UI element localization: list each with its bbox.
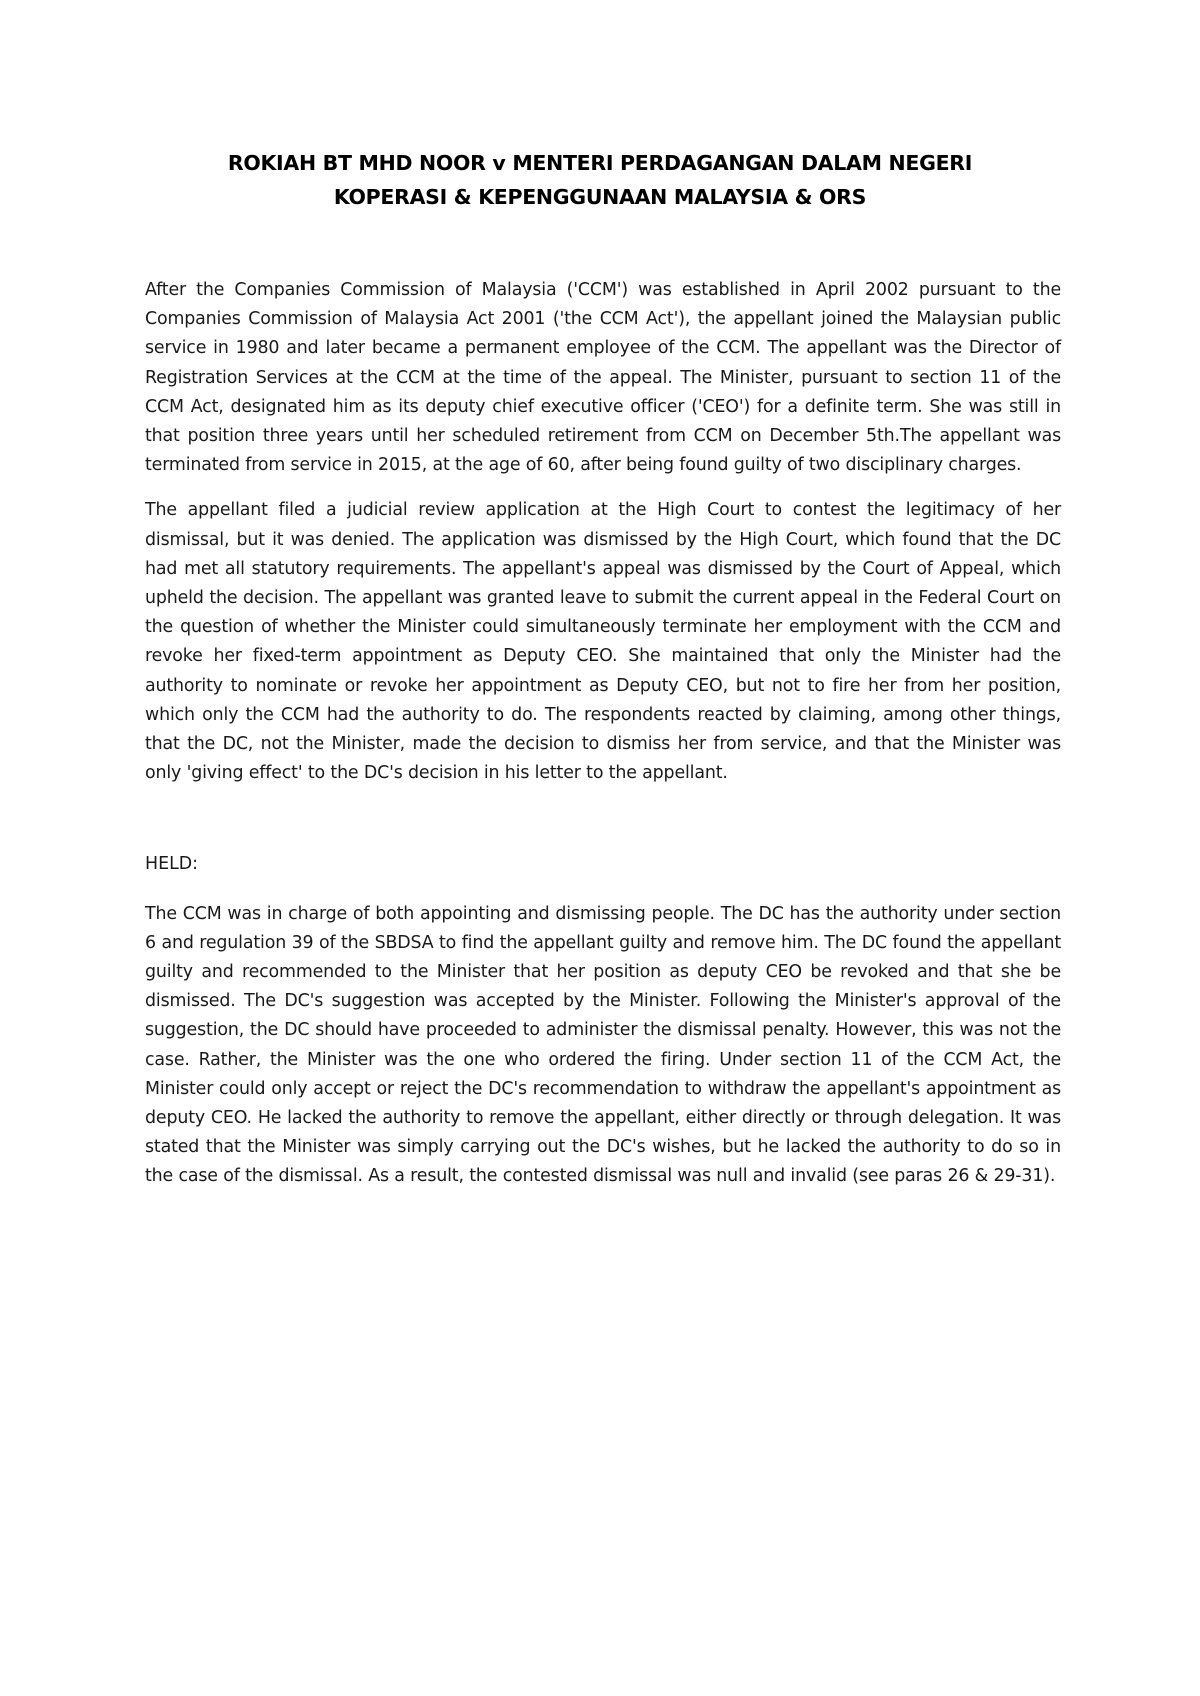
case-title-line-1: ROKIAH BT MHD NOOR v MENTERI PERDAGANGAN DALAM NEGERI xyxy=(227,151,973,175)
case-title-line-2: KOPERASI & KEPENGGUNAAN MALAYSIA & ORS xyxy=(333,185,867,209)
case-title xyxy=(150,146,1050,214)
held-heading: HELD: xyxy=(145,854,199,875)
facts-paragraph: After the Companies Commission of Malaysia ('CCM') was established in April 2002 pursuant to the Companies Commission of Malaysia Act 2001 ('the CCM Act'), the appellant joined the Malaysian public service in 1980 and later became a permanent employee of the CCM. The appellant was the Director of Registration Services at the CCM at the time of the appeal. The Minister, pursuant to section 11 of the CCM Act, designated him as its deputy chief executive officer ('CEO') for a definite term. She was still in that position three years until her scheduled retirement from CCM on December 5th.The appellant was terminated from service in 2015, at the age of 60, after being found guilty of two disciplinary charges. xyxy=(145,280,1061,476)
procedural-history-paragraph: The appellant filed a judicial review application at the High Court to contest the legitimacy of her dismissal, but it was denied. The application was dismissed by the High Court, which found that the DC had met all statutory requirements. The appellant's appeal was dismissed by the Court of Appeal, which upheld the decision. The appellant was granted leave to submit the current appeal in the Federal Court on the question of whether the Minister could simultaneously terminate her employment with the CCM and revoke her fixed-term appointment as Deputy CEO. She maintained that only the Minister had the authority to nominate or revoke her appointment as Deputy CEO, but not to fire her from her position, which only the CCM had the authority to do. The respondents reacted by claiming, among other things, that the DC, not the Minister, made the decision to dismiss her from service, and that the Minister was only 'giving effect' to the DC's decision in his letter to the appellant. xyxy=(145,500,1061,784)
document-body xyxy=(145,276,1061,1192)
held-paragraph: The CCM was in charge of both appointing and dismissing people. The DC has the authority under section 6 and regulation 39 of the SBDSA to find the appellant guilty and remove him. The DC found the appellant guilty and recommended to the Minister that her position as deputy CEO be revoked and that she be dismissed. The DC's suggestion was accepted by the Minister. Following the Minister's approval of the suggestion, the DC should have proceeded to administer the dismissal penalty. However, this was not the case. Rather, the Minister was the one who ordered the firing. Under section 11 of the CCM Act, the Minister could only accept or reject the DC's recommendation to withdraw the appellant's appointment as deputy CEO. He lacked the authority to remove the appellant, either directly or through delegation. It was stated that the Minister was simply carrying out the DC's wishes, but he lacked the authority to do so in the case of the dismissal. As a result, the contested dismissal was null and invalid (see paras 26 & 29-31). xyxy=(145,903,1061,1187)
